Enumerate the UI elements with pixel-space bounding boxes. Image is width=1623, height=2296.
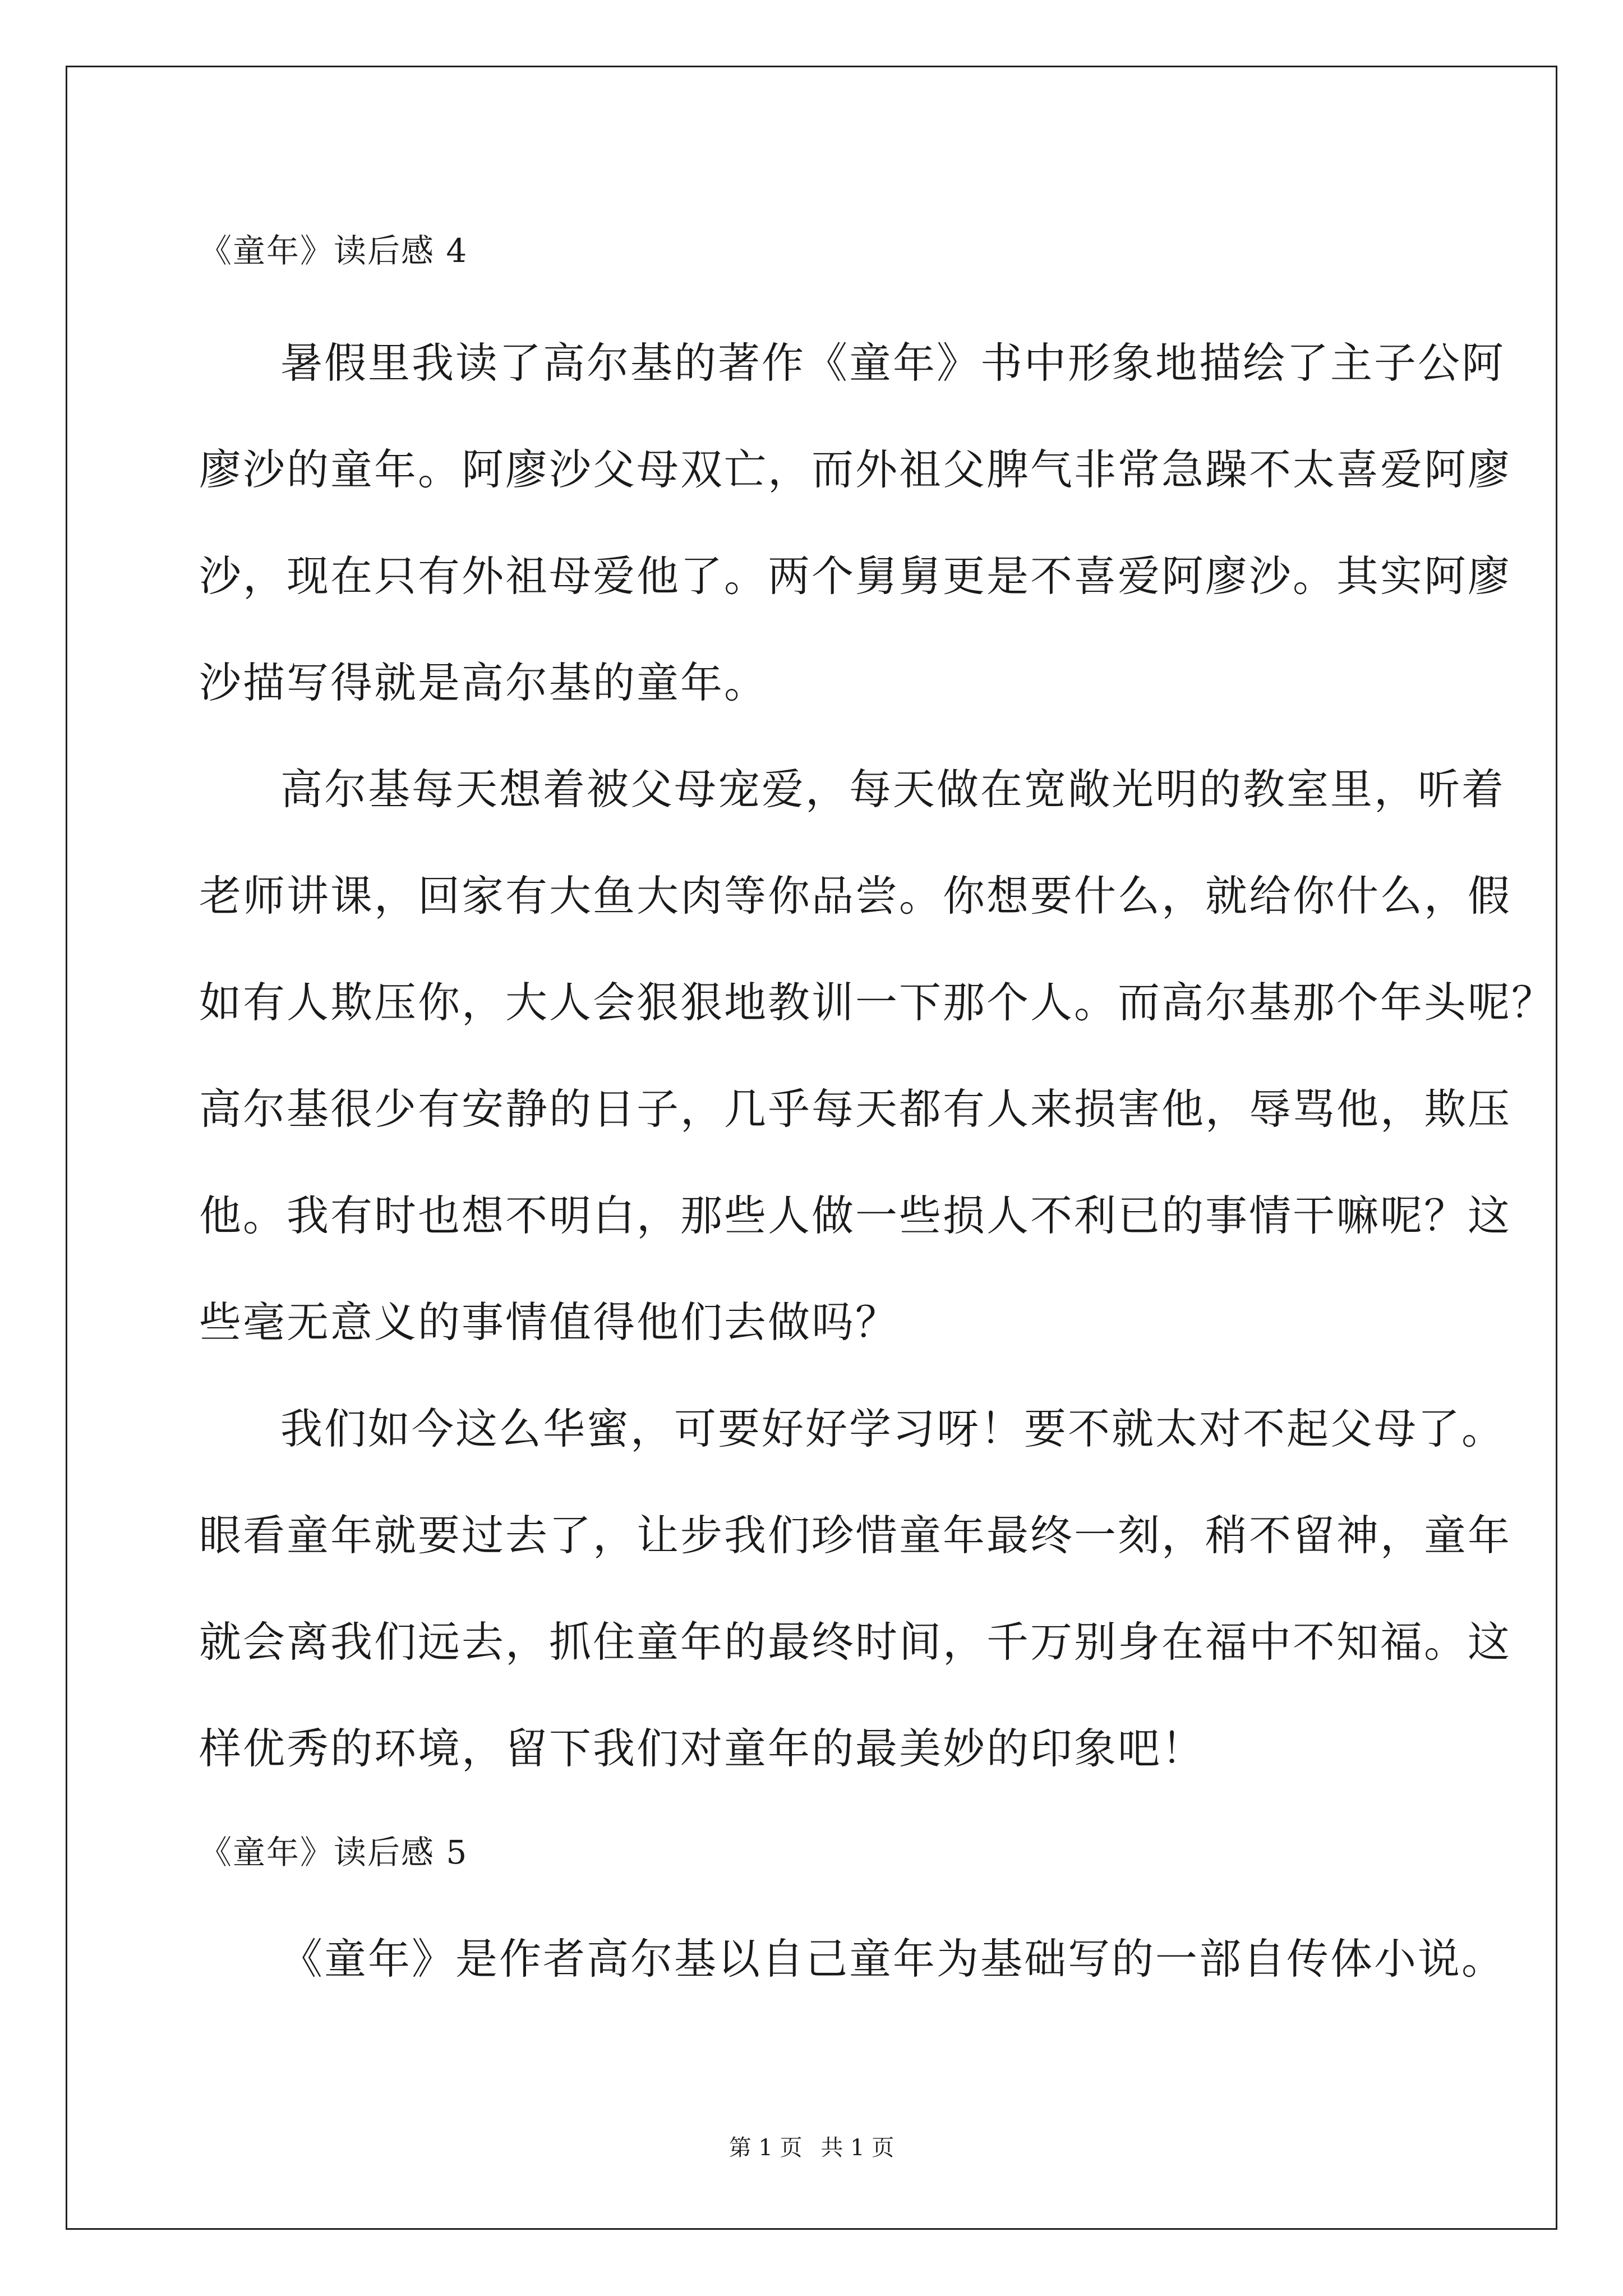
- paragraph-line: 样优秀的环境，留下我们对童年的最美妙的印象吧！: [199, 1724, 1206, 1773]
- paragraph-line: 沙描写得就是高尔基的童年。: [199, 658, 768, 707]
- page-number: 第 1 页: [728, 2135, 803, 2161]
- paragraph-line: 高尔基每天想着被父母宠爱，每天做在宽敞光明的教室里，听着: [280, 765, 1506, 814]
- paragraph-line: 就会离我们远去，抓住童年的最终时间，千万别身在福中不知福。这: [199, 1617, 1512, 1667]
- paragraph-line: 暑假里我读了高尔基的著作《童年》书中形象地描绘了主子公阿: [280, 338, 1506, 388]
- paragraph-line: 如有人欺压你，大人会狠狠地教训一下那个人。而高尔基那个年头呢？: [199, 978, 1556, 1027]
- paragraph-line: 我们如今这么华蜜，可要好好学习呀！要不就太对不起父母了。: [280, 1404, 1506, 1453]
- page-footer: [0, 2137, 1623, 2159]
- paragraph-line: 他。我有时也想不明白，那些人做一些损人不利已的事情干嘛呢？这: [199, 1191, 1512, 1240]
- paragraph-line: 眼看童年就要过去了，让步我们珍惜童年最终一刻，稍不留神，童年: [199, 1511, 1512, 1560]
- page-border: [66, 66, 1557, 2230]
- paragraph-line: 老师讲课，回家有大鱼大肉等你品尝。你想要什么，就给你什么，假: [199, 871, 1512, 921]
- paragraph-line: 些毫无意义的事情值得他们去做吗？: [199, 1297, 900, 1347]
- paragraph-line: 《童年》是作者高尔基以自己童年为基础写的一部自传体小说。: [280, 1934, 1506, 1984]
- page-total: 共 1 页: [820, 2135, 895, 2161]
- paragraph-line: 廖沙的童年。阿廖沙父母双亡，而外祖父脾气非常急躁不太喜爱阿廖: [199, 445, 1512, 494]
- section-heading-5: 《童年》读后感 5: [199, 1833, 468, 1871]
- paragraph-line: 沙，现在只有外祖母爱他了。两个舅舅更是不喜爱阿廖沙。其实阿廖: [199, 551, 1512, 601]
- paragraph-line: 高尔基很少有安静的日子，几乎每天都有人来损害他，辱骂他，欺压: [199, 1084, 1512, 1134]
- section-heading-4: 《童年》读后感 4: [199, 232, 468, 270]
